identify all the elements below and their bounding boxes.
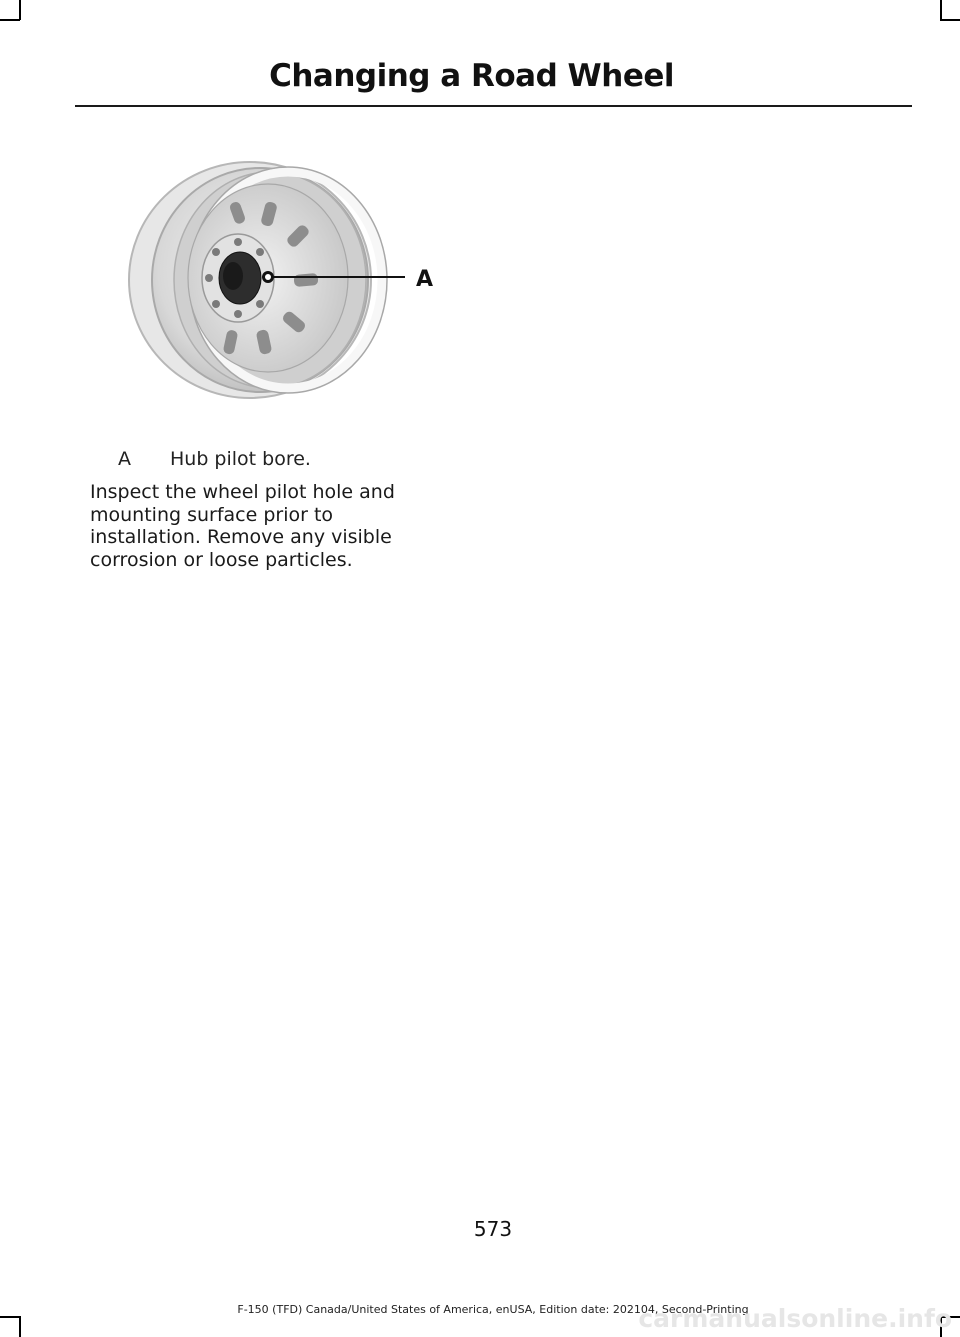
crop-mark bbox=[19, 0, 21, 20]
wheel-illustration bbox=[120, 150, 450, 410]
edition-footer: F-150 (TFD) Canada/United States of America, enUSA, Edition date: 202104, Second-Printing bbox=[237, 1303, 749, 1316]
legend-text: Hub pilot bore. bbox=[170, 448, 311, 470]
crop-mark bbox=[940, 19, 960, 21]
header-rule bbox=[75, 105, 912, 107]
legend-key: A bbox=[118, 448, 131, 470]
body-paragraph: Inspect the wheel pilot hole and mounting surface prior to installation. Remove any visible corrosion or loose particles. bbox=[90, 481, 395, 571]
page-title: Changing a Road Wheel bbox=[269, 58, 674, 94]
crop-mark bbox=[0, 19, 20, 21]
page-number: 573 bbox=[473, 1217, 513, 1241]
crop-mark bbox=[940, 0, 942, 20]
watermark: carmanualsonline.info bbox=[638, 1304, 952, 1333]
callout-label-a: A bbox=[416, 267, 434, 292]
crop-mark bbox=[19, 1316, 21, 1337]
crop-mark bbox=[0, 1316, 20, 1318]
